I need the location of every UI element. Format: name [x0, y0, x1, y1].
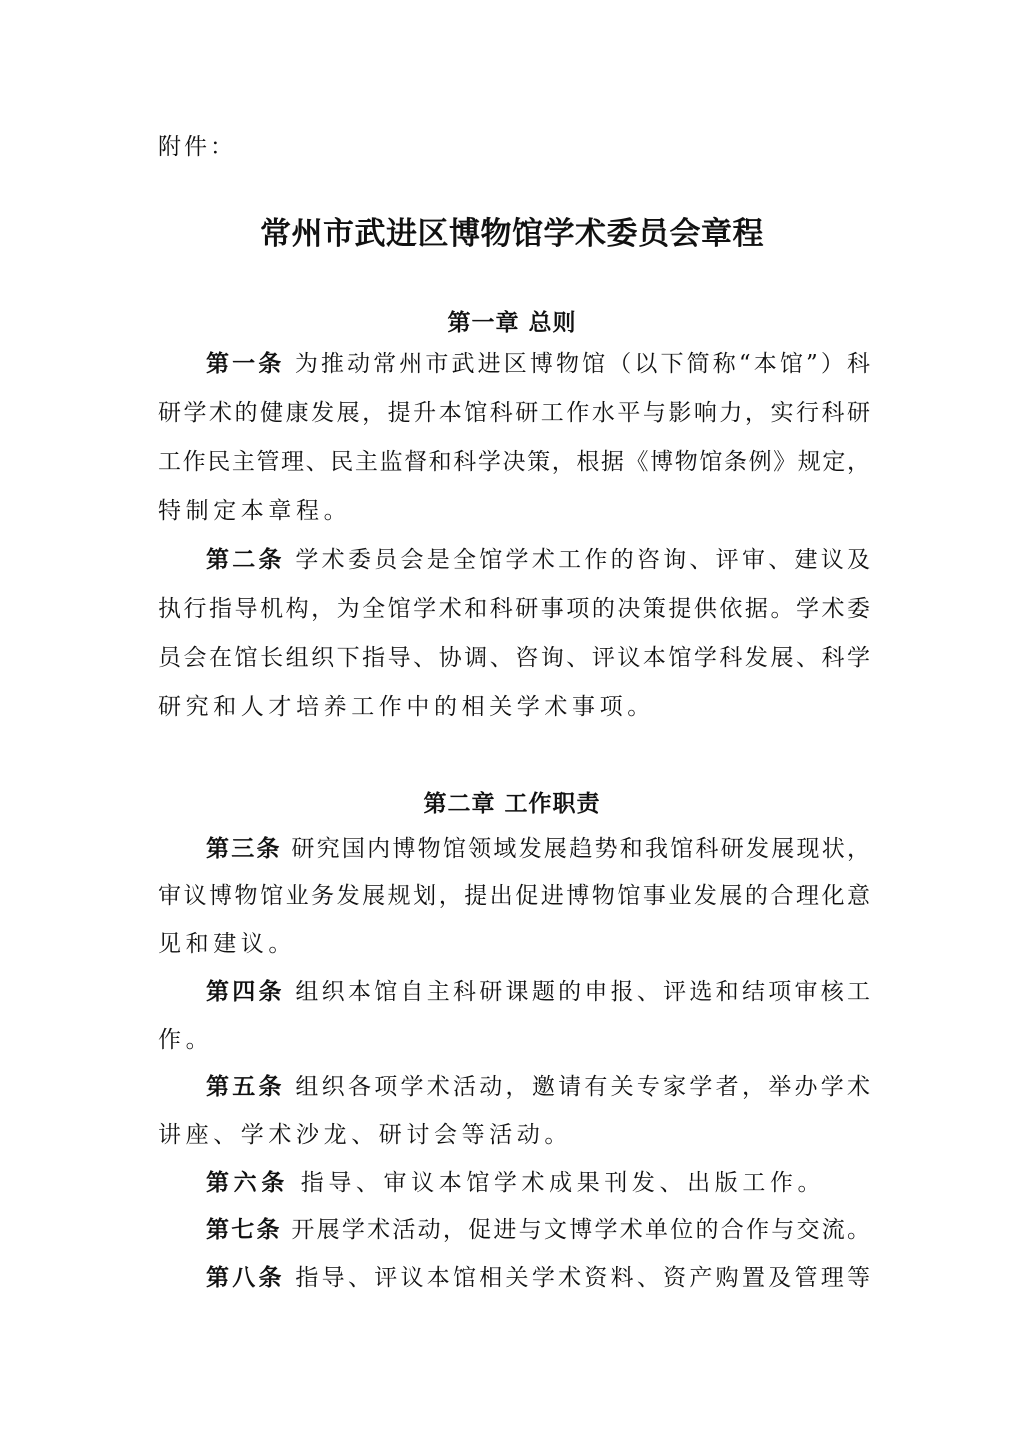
chapter-2-title: 第二章 工作职责: [423, 790, 601, 817]
article-1-label: 第一条: [206, 350, 285, 377]
document-title: 常州市武进区博物馆学术委员会章程: [260, 216, 764, 252]
article-6-text: 指导、审议本馆学术成果刊发、出版工作。: [300, 1170, 826, 1196]
article-2-line-4: 研究和人才培养工作中的相关学术事项。: [158, 694, 655, 720]
article-1-line-3: 工作民主管理、民主监督和科学决策，根据《博物馆条例》规定，: [158, 449, 870, 475]
article-3-line-3: 见和建议。: [158, 931, 296, 957]
article-4-label: 第四条: [206, 978, 285, 1005]
attachment-label: 附件：: [158, 134, 236, 160]
article-4-line-1: [206, 976, 870, 1008]
article-5-label: 第五条: [206, 1073, 285, 1100]
chapter-1-title: 第一章 总则: [447, 309, 577, 336]
article-2-line-3: 员会在馆长组织下指导、协调、咨询、评议本馆学科发展、科学: [158, 645, 870, 671]
article-7-text: 开展学术活动，促进与文博学术单位的合作与交流。: [291, 1217, 871, 1243]
article-2-line-2: 执行指导机构，为全馆学术和科研事项的决策提供依据。学术委: [158, 596, 870, 622]
article-4-text: 组织本馆自主科研课题的申报、评选和结项审核工: [295, 979, 871, 1005]
article-3-line-2: 审议博物馆业务发展规划，提出促进博物馆事业发展的合理化意: [158, 883, 870, 909]
article-1-line-2: 研学术的健康发展，提升本馆科研工作水平与影响力，实行科研: [158, 400, 870, 426]
article-1-line-1: [206, 348, 870, 380]
article-5-line-2: 讲座、学术沙龙、研讨会等活动。: [158, 1122, 572, 1148]
article-8-text: 指导、评议本馆相关学术资料、资产购置及管理等: [295, 1265, 871, 1291]
article-7-label: 第七条: [206, 1216, 282, 1243]
article-3-line-1: [206, 833, 870, 865]
article-3-label: 第三条: [206, 835, 282, 862]
article-2-text: 学术委员会是全馆学术工作的咨询、评审、建议及: [295, 547, 871, 573]
article-5-text: 组织各项学术活动，邀请有关专家学者，举办学术: [295, 1074, 871, 1100]
article-2-label: 第二条: [206, 546, 285, 573]
article-7-line-1: [206, 1214, 870, 1246]
article-1-line-4: 特制定本章程。: [158, 498, 352, 524]
article-3-text: 研究国内博物馆领域发展趋势和我馆科研发展现状，: [291, 836, 871, 862]
article-2-line-1: [206, 544, 870, 576]
article-8-line-1: [206, 1262, 870, 1294]
article-4-line-2: 作。: [158, 1027, 214, 1053]
article-1-text: 为推动常州市武进区博物馆（以下简称“本馆”）科: [294, 351, 870, 377]
article-6-line-1: [206, 1167, 870, 1199]
article-5-line-1: [206, 1071, 870, 1103]
article-6-label: 第六条: [206, 1169, 289, 1196]
article-8-label: 第八条: [206, 1264, 285, 1291]
